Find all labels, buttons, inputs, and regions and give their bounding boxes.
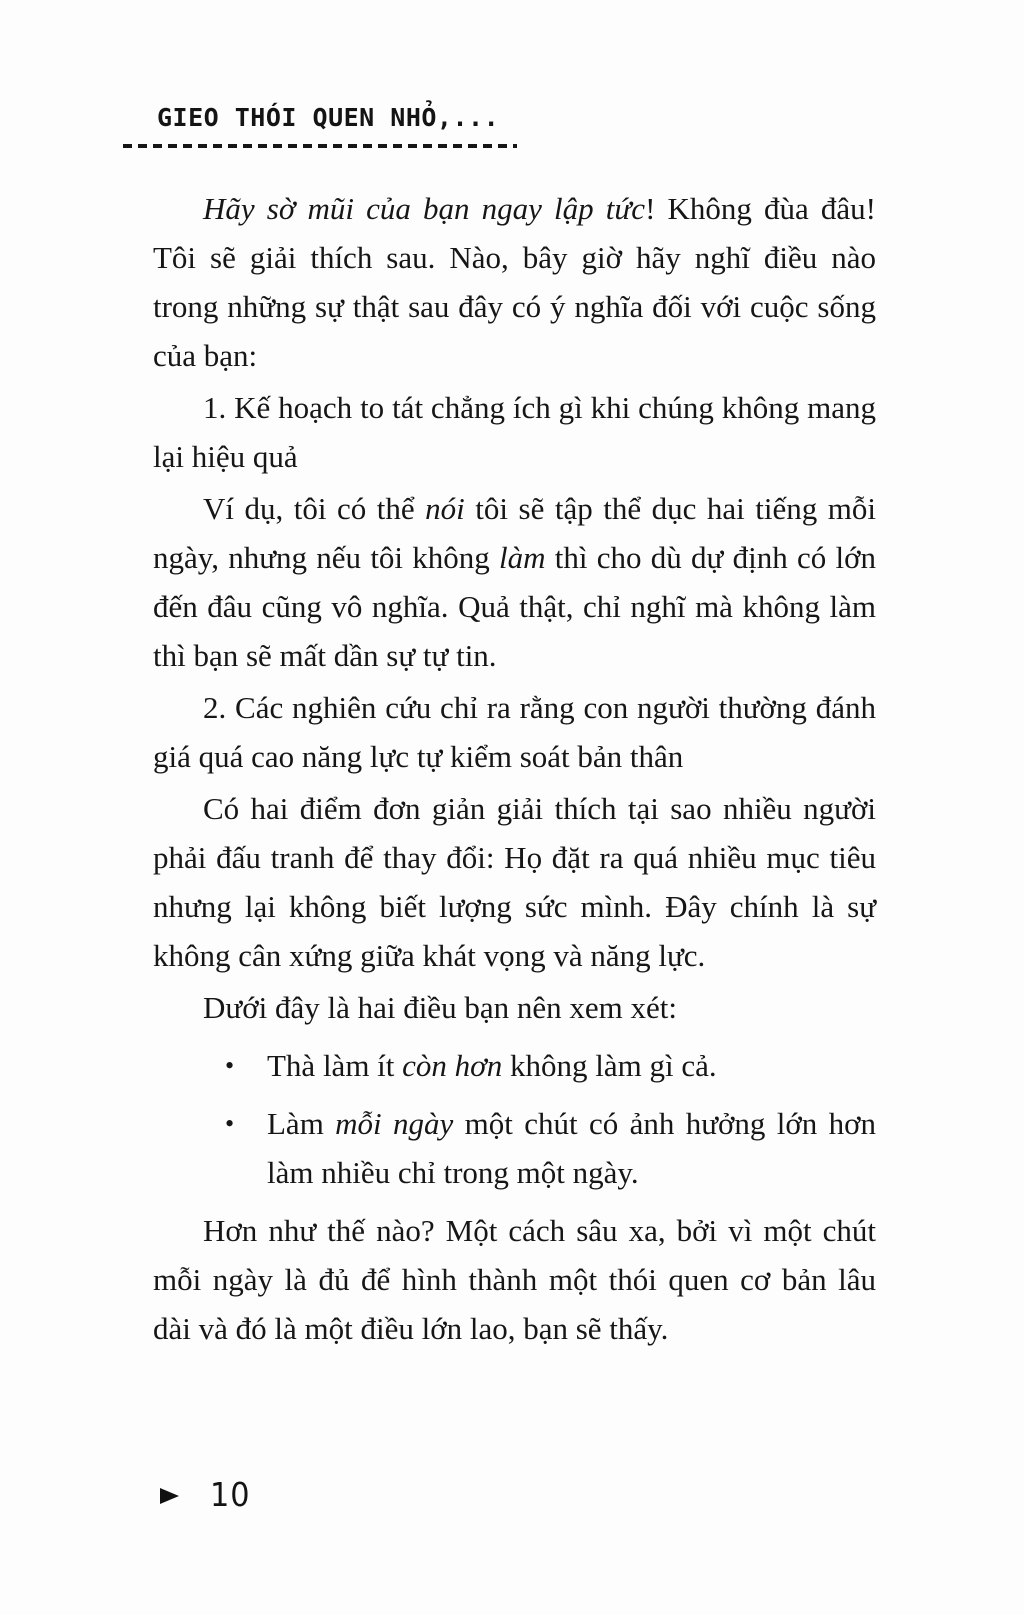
header-dashed-rule — [123, 144, 517, 148]
bullet-icon: • — [225, 1051, 235, 1080]
paragraph-text: Hơn như thế nào? Một cách sâu xa, bởi vì một chút mỗi ngày là đủ để hình thành một thói quen cơ bản lâu dài và đó là một điều lớn lao, bạn sẽ thấy. — [153, 1213, 876, 1346]
paragraph-text: Ví dụ, tôi có thể nói tôi sẽ tập thể dục hai tiếng mỗi ngày, nhưng nếu tôi không làm thì cho dù dự định có lớn đến đâu cũng vô nghĩa. Quả thật, chỉ nghĩ mà không làm thì bạn sẽ mất dần sự tự tin. — [153, 491, 876, 673]
page-number: 10 — [210, 1475, 251, 1514]
running-header — [123, 103, 523, 148]
paragraph — [153, 683, 876, 781]
bullet-icon: • — [225, 1109, 235, 1138]
right-triangle-icon — [160, 1488, 179, 1504]
running-header-title: GIEO THÓI QUEN NHỎ,... — [157, 103, 500, 132]
paragraph — [153, 383, 876, 481]
paragraph — [153, 1206, 876, 1353]
paragraph-text: Có hai điểm đơn giản giải thích tại sao nhiều người phải đấu tranh để thay đổi: Họ đặt ra quá nhiều mục tiêu nhưng lại không biết lượng sức mình. Đây chính là sự không cân xứng giữa khát vọng và năng lực. — [153, 791, 876, 973]
bullet-item — [153, 1099, 876, 1197]
paragraph-text: Làm mỗi ngày một chút có ảnh hưởng lớn hơn làm nhiều chỉ trong một ngày. — [267, 1106, 876, 1190]
page-footer — [160, 1475, 254, 1514]
bullet-item — [153, 1041, 876, 1090]
body-text — [153, 184, 876, 1356]
paragraph-text: 2. Các nghiên cứu chỉ ra rằng con người thường đánh giá quá cao năng lực tự kiểm soát bản thân — [153, 690, 876, 774]
paragraph-text: 1. Kế hoạch to tát chẳng ích gì khi chúng không mang lại hiệu quả — [153, 390, 876, 474]
paragraph-text: Thà làm ít còn hơn không làm gì cả. — [267, 1048, 717, 1083]
paragraph-text: Hãy sờ mũi của bạn ngay lập tức! Không đùa đâu! Tôi sẽ giải thích sau. Nào, bây giờ hãy nghĩ điều nào trong những sự thật sau đây có ý nghĩa đối với cuộc sống của bạn: — [153, 191, 876, 373]
paragraph-text: Dưới đây là hai điều bạn nên xem xét: — [203, 990, 677, 1025]
paragraph — [153, 983, 876, 1032]
paragraph — [153, 184, 876, 380]
paragraph — [153, 784, 876, 980]
paragraph — [153, 484, 876, 680]
